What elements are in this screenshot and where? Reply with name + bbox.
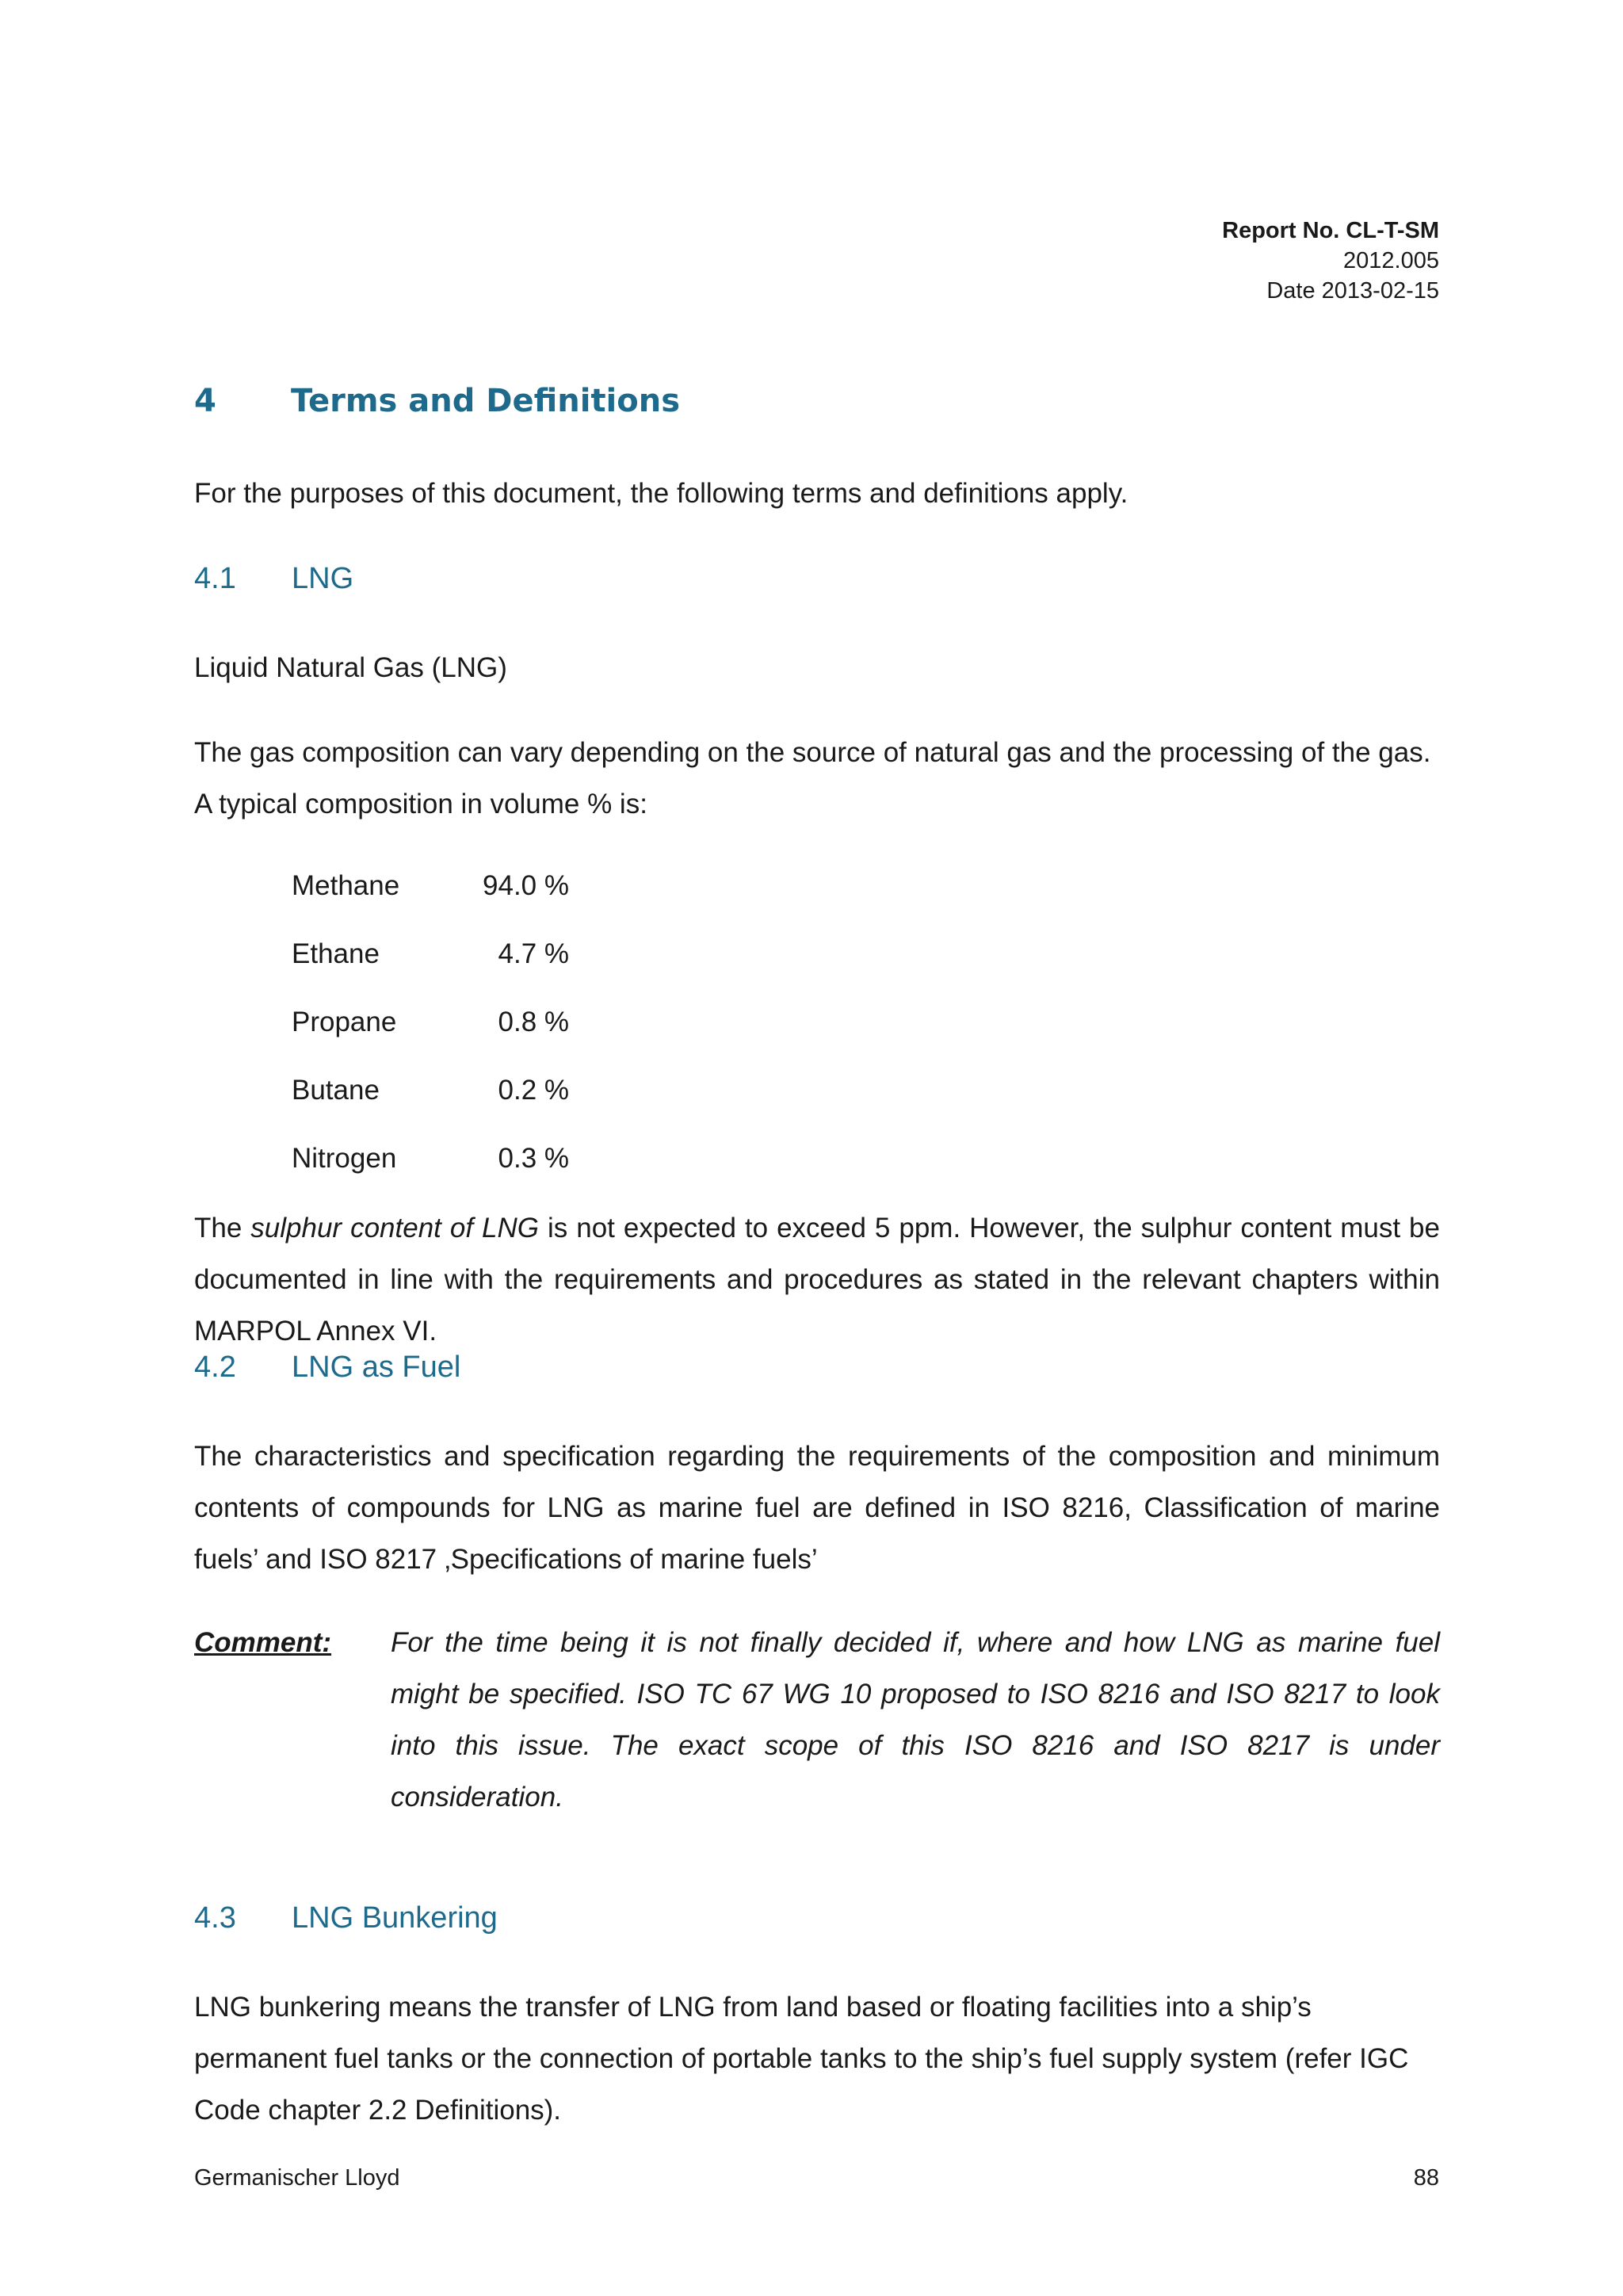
section-4-2-title: LNG as Fuel [292,1350,461,1384]
composition-intro: The gas composition can vary depending on the source of natural gas and the processing of the gas. A typical composition in volume % is: [194,737,1431,819]
sulphur-post: is not expected to exceed 5 ppm. However, the sulphur content must be documented in line with the requirements and procedures as stated in the relevant chapters within MARPOL Annex VI. [194,1213,1440,1347]
gas-name: Propane [292,1007,397,1037]
composition-row [292,999,569,1067]
composition-row [292,930,569,999]
section-4-intro: For the purposes of this document, the following terms and definitions apply. [194,478,1128,509]
gas-value: 0.2 % [498,1075,569,1106]
gas-name: Ethane [292,938,380,969]
comment-label: Comment: [194,1627,332,1658]
sulphur-pre: The [194,1213,251,1244]
gas-value: 4.7 % [498,938,569,969]
lng-term: Liquid Natural Gas (LNG) [194,652,507,683]
sulphur-paragraph [194,1202,1440,1357]
section-4-2-number: 4.2 [194,1350,236,1384]
section-4-title: Terms and Definitions [291,383,681,419]
composition-table [292,862,569,1203]
section-4-3-heading [194,1894,498,1942]
gas-value: 0.3 % [498,1143,569,1174]
section-4-1-number: 4.1 [194,562,236,595]
report-number-suffix: 2012.005 [1343,248,1439,273]
composition-row [292,1067,569,1135]
report-date: Date 2013-02-15 [1266,278,1439,304]
section-4-heading [194,372,680,430]
section-4-2-heading [194,1343,460,1391]
gas-value: 94.0 % [483,870,569,901]
page-number: 88 [1413,2165,1439,2191]
footer-company: Germanischer Lloyd [194,2165,400,2191]
section-4-number: 4 [194,383,216,419]
gas-name: Methane [292,870,400,901]
lng-fuel-paragraph: The characteristics and specification regarding the requirements of the composition and minimum contents of compounds for LNG as marine fuel are defined in ISO 8216, Classification of marine fuels’ and ISO 8217 ‚Specifications of marine fuels’ [194,1441,1440,1575]
sulphur-term: sulphur content of LNG [250,1213,539,1244]
gas-value: 0.8 % [498,1007,569,1037]
gas-name: Butane [292,1075,380,1106]
lng-bunkering-paragraph: LNG bunkering means the transfer of LNG from land based or floating facilities into a ship’s permanent fuel tanks or the connection of portable tanks to the ship’s fuel supply system (refer IGC Code chapter 2.2 Definitions). [194,1992,1409,2126]
section-4-3-number: 4.3 [194,1901,236,1935]
comment-text: For the time being it is not finally decided if, where and how LNG as marine fuel might be specified. ISO TC 67 WG 10 proposed to ISO 8216 and ISO 8217 to look into this issue. The exact scope of this ISO 8216 and ISO 8217 is under consideration. [391,1627,1440,1813]
section-4-3-title: LNG Bunkering [292,1901,498,1935]
gas-name: Nitrogen [292,1143,397,1174]
composition-row [292,862,569,930]
report-header [1222,216,1439,306]
report-number: Report No. CL-T-SM [1222,218,1439,243]
section-4-1-title: LNG [292,562,354,595]
composition-row [292,1135,569,1203]
section-4-1-heading [194,555,353,602]
